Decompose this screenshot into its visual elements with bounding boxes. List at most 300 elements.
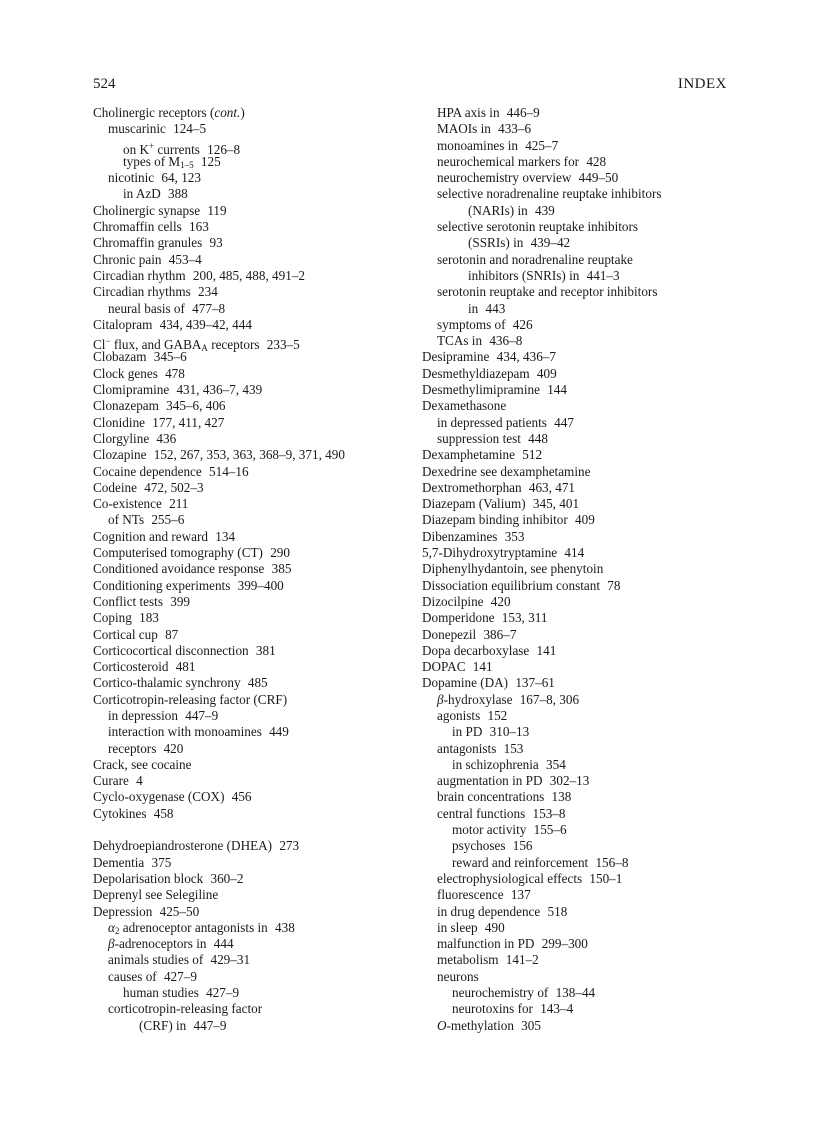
page-references: 302–13 [549,773,590,789]
entry-term-part: human studies [123,985,199,1001]
page-references: 155–6 [533,822,567,838]
page-references: 512 [522,447,543,463]
entry-term-part: 1–5 [180,159,194,170]
entry-term-part: in [468,300,479,316]
entry-term-part: nicotinic [108,170,155,186]
index-entry [93,235,411,251]
index-subentry [422,203,742,219]
entry-term-part: suppression test [437,430,521,446]
index-subentry [422,138,742,154]
page-references: 211 [169,496,189,512]
entry-term-part: Chronic pain [93,251,162,267]
index-subentry [93,724,411,740]
entry-term-part: Deprenyl see Selegiline [93,887,219,903]
page-references: 420 [163,740,184,756]
page-references: 438 [275,919,295,935]
index-subentry [93,301,411,317]
entry-term-part: Chromaffin cells [93,219,182,235]
running-title: INDEX [677,76,727,92]
index-entry [422,366,742,382]
index-entry [93,398,411,414]
index-entry [93,773,411,789]
index-entry [422,512,742,528]
entry-term-part: agonists [437,707,481,723]
page-references: 354 [546,756,566,772]
index-subentry [93,952,411,968]
page-references: 427–9 [163,968,197,984]
index-entry [93,675,411,691]
index-entry [93,789,411,805]
entry-term-part: Clobazam [93,349,147,365]
entry-term-part: Co-existence [93,496,162,512]
index-subentry [422,708,742,724]
entry-term-part: Dizocilpine [422,593,484,609]
page-references: 443 [485,300,506,316]
index-entry [93,594,411,610]
page-references: 427–9 [206,985,240,1001]
entry-term-part: Cl [93,337,106,353]
page-references: 388 [167,186,188,202]
entry-term-part: Corticosteroid [93,659,169,675]
index-entry [93,317,411,333]
entry-term-part: -adrenoceptors in [114,936,207,952]
entry-term-part: (SSRIs) in [468,235,524,251]
page-references: 477–8 [192,300,226,316]
page-references: 353 [504,528,525,544]
index-subentry [93,154,411,170]
index-entry [93,431,411,447]
entry-term-part: Cytokines [93,805,147,821]
entry-term-part: serotonin reuptake and receptor inhibitors [437,284,658,300]
page-references: 436–8 [489,333,523,349]
entry-term-part: Dexamphetamine [422,447,516,463]
entry-term-part: -methylation [446,1017,514,1033]
page-header [93,76,727,94]
entry-term-part: DOPAC [422,659,466,675]
entry-term-part: Clonazepam [93,398,159,414]
entry-term-part: Curare [93,773,129,789]
entry-term-part: Clomipramine [93,382,170,398]
page-references: 446–9 [506,105,540,120]
index-subentry [93,138,411,157]
index-entry [93,382,411,398]
entry-term-part: (NARIs) in [468,202,528,218]
page-references: 153–8 [532,805,566,821]
page-references: 310–13 [489,724,530,740]
page-references: 429–31 [210,952,251,968]
entry-term-part: flux, and GABA [110,337,202,353]
page-references: 375 [151,854,172,870]
entry-term-part: symptoms of [437,316,506,332]
entry-term-part: Coping [93,610,132,626]
page-references: 141 [536,642,557,658]
index-subentry [422,1001,742,1017]
index-subentry [93,186,411,202]
page-references: 456 [231,789,252,805]
entry-term-part: Diazepam binding inhibitor [422,512,568,528]
entry-term-part: Dibenzamines [422,528,498,544]
entry-term-part: Dexedrine see dexamphetamine [422,463,591,479]
page-references: 64, 123 [161,170,201,186]
index-entry [93,692,411,708]
index-entry [93,643,411,659]
entry-term-part: + [149,140,155,151]
index-entry [93,757,411,773]
index-column-left [93,105,411,1034]
page-references: 153, 311 [501,610,548,626]
entry-term-part: malfunction in PD [437,936,535,952]
index-subentry [422,871,742,887]
index-entry [422,464,742,480]
entry-term-part: Dissociation equilibrium constant [422,577,601,593]
page-references: 167–8, 306 [519,691,580,707]
index-subentry [422,855,742,871]
page-references: 200, 485, 488, 491–2 [192,267,305,283]
index-entry [93,610,411,626]
index-subentry [93,741,411,757]
page-references: 290 [270,545,290,561]
index-subentry [93,512,411,528]
page-references: 431, 436–7, 439 [176,382,263,398]
index-subentry [93,121,411,137]
index-entry [422,529,742,545]
entry-term-part: Cognition and reward [93,528,208,544]
index-entry [93,105,411,121]
entry-term-part: Computerised tomography (CT) [93,545,263,561]
page-references: 78 [607,577,621,593]
page-references: 93 [209,235,223,251]
index-subentry [422,724,742,740]
index-entry [93,529,411,545]
entry-term-part: Corticocortical disconnection [93,642,249,658]
entry-term-part: Conflict tests [93,593,163,609]
index-subentry [422,252,742,268]
entry-term-part: selective serotonin reuptake inhibitors [437,219,639,235]
index-entry [422,610,742,626]
entry-term-part: neural basis of [108,300,185,316]
page-references: 425–50 [159,903,200,919]
entry-term-part: Desipramine [422,349,490,365]
index-subentry [422,219,742,235]
page-references: 183 [139,610,159,626]
entry-term-part: α [108,919,115,935]
page-references: 514–16 [209,463,249,479]
index-entry [93,480,411,496]
index-entry [93,366,411,382]
page-references: 156 [512,838,533,854]
entry-term-part: MAOIs in [437,121,491,137]
page-references: 273 [279,838,300,854]
entry-term-part: Cholinergic receptors ( [93,105,215,120]
index-entry [93,252,411,268]
page-references: 385 [271,561,292,577]
entry-term-part: ) [240,105,245,120]
page-references: 478 [165,365,185,381]
entry-term-part: Chromaffin granules [93,235,203,251]
index-entry [422,643,742,659]
page-references: 4 [136,773,143,789]
page-references: 447–9 [193,1017,227,1033]
index-subentry [422,936,742,952]
page-references: 144 [547,382,567,398]
entry-term-part: A [201,343,208,354]
index-entry [93,464,411,480]
index-entry [93,627,411,643]
entry-term-part: augmentation in PD [437,773,543,789]
index-subentry [422,904,742,920]
index-entry [422,578,742,594]
entry-term-part: receptors [108,740,157,756]
entry-term-part: Dementia [93,854,145,870]
entry-term-part: TCAs in [437,333,483,349]
index-entry [93,496,411,512]
entry-term-part: β [437,691,444,707]
page-references: 305 [521,1017,541,1033]
entry-term-part: HPA axis in [437,105,500,120]
index-entry [422,659,742,675]
entry-term-part: Desmethyldiazepam [422,365,530,381]
index-subentry [422,969,742,985]
entry-term-part: Conditioning experiments [93,577,231,593]
index-entry [422,349,742,365]
index-subentry [422,154,742,170]
index-entry [93,284,411,300]
entry-term-part: in schizophrenia [452,756,539,772]
entry-term-part: Citalopram [93,316,153,332]
index-subentry [422,431,742,447]
entry-term-part: 2 [114,925,120,936]
page-references: 409 [575,512,595,528]
entry-term-part: adrenoceptor antagonists in [119,919,268,935]
index-subentry [422,952,742,968]
entry-term-part: fluorescence [437,887,504,903]
entry-term-part: currents [154,141,200,157]
index-entry [93,578,411,594]
entry-term-part: Clonidine [93,414,146,430]
entry-term-part: psychoses [452,838,506,854]
page-references: 463, 471 [528,479,576,495]
page-references: 518 [547,903,568,919]
entry-term-part: Diphenylhydantoin, see phenytoin [422,561,604,577]
index-subentry [422,333,742,349]
index-subentry [422,806,742,822]
entry-term-part: selective noradrenaline reuptake inhibitors [437,186,662,202]
entry-term-part: corticotropin-releasing factor [108,1001,263,1017]
index-subentry [422,268,742,284]
index-entry [93,561,411,577]
entry-term-part: Cortical cup [93,626,158,642]
page-references: 434, 436–7 [496,349,556,365]
entry-term-part: Dextromethorphan [422,479,522,495]
index-subentry [422,692,742,708]
entry-term-part: electrophysiological effects [437,870,583,886]
page-references: 447 [554,414,574,430]
entry-term-part: in sleep [437,919,478,935]
page-references: 434, 439–42, 444 [159,316,252,332]
page-references: 255–6 [151,512,185,528]
index-entry [93,219,411,235]
index-subentry [422,1018,742,1034]
entry-term-part: on K [123,141,150,157]
index-subentry [93,1018,411,1034]
entry-term-part: central functions [437,805,526,821]
entry-term-part: Codeine [93,479,137,495]
index-subentry [422,284,742,300]
entry-term-part: Dehydroepiandrosterone (DHEA) [93,838,273,854]
entry-term-part: interaction with monoamines [108,724,262,740]
entry-term-part: Corticotropin-releasing factor (CRF) [93,691,288,707]
page-references: 137 [510,887,531,903]
entry-term-part: in depression [108,707,178,723]
entry-term-part: O [437,1017,447,1033]
index-subentry [93,985,411,1001]
index-subentry [422,838,742,854]
entry-term-part: serotonin and noradrenaline reuptake [437,251,633,267]
index-subentry [422,121,742,137]
page-references: 345–6 [153,349,187,365]
entry-term-part: antagonists [437,740,497,756]
entry-term-part: Desmethylimipramine [422,382,540,398]
index-column-right [422,105,742,1034]
page-references: 141 [472,659,493,675]
entry-term-part: brain concentrations [437,789,545,805]
index-entry [422,675,742,691]
page-references: 449 [269,724,289,740]
index-entry [93,871,411,887]
index-subentry [93,1001,411,1017]
page-references: 448 [528,430,548,446]
page-references: 381 [255,642,276,658]
entry-term-part: Domperidone [422,610,495,626]
entry-term-part: neurochemistry of [452,985,549,1001]
page-references: 409 [536,365,557,381]
page-references: 439 [534,202,555,218]
index-entry [93,838,411,854]
page-references: 141–2 [505,952,539,968]
index-entry [93,545,411,561]
index-subentry [422,887,742,903]
index-subentry [422,317,742,333]
page-references: 420 [490,593,511,609]
entry-term-part: Cortico-thalamic synchrony [93,675,241,691]
entry-term-part: metabolism [437,952,499,968]
index-entry [93,447,411,463]
page-references: 124–5 [173,121,207,137]
page-references: 441–3 [586,267,620,283]
entry-term-part: Clozapine [93,447,147,463]
page-references: 345–6, 406 [166,398,226,414]
entry-term-part: motor activity [452,822,527,838]
index-entry [422,480,742,496]
page-references: 433–6 [498,121,532,137]
page-references: 449–50 [578,170,619,186]
index-subentry [422,235,742,251]
index-subentry [93,920,411,936]
entry-term-part: -hydroxylase [443,691,513,707]
index-subentry [93,170,411,186]
entry-term-part: Cyclo-oxygenase (COX) [93,789,225,805]
entry-term-part: Depolarisation block [93,870,204,886]
page-references: 299–300 [541,936,588,952]
entry-term-part: in depressed patients [437,414,547,430]
entry-term-part: Cholinergic synapse [93,202,201,218]
index-subentry [422,985,742,1001]
entry-term-part: of NTs [108,512,145,528]
index-subentry [422,822,742,838]
page-references: 134 [215,528,236,544]
index-entry [422,496,742,512]
entry-term-part: Circadian rhythms [93,284,191,300]
entry-term-part: Dopa decarboxylase [422,642,530,658]
entry-term-part: Donepezil [422,626,477,642]
page-references: 138–44 [555,985,596,1001]
section-gap [93,822,411,838]
index-subentry [422,301,742,317]
index-entry [93,855,411,871]
entry-term-part: Cocaine dependence [93,463,202,479]
page-references: 428 [586,153,607,169]
page-references: 481 [175,659,196,675]
index-entry [422,382,742,398]
page-references: 447–9 [185,707,219,723]
index-subentry [93,936,411,952]
page-references: 444 [213,936,234,952]
entry-term-part: Clorgyline [93,430,150,446]
entry-term-part: Clock genes [93,365,158,381]
entry-term-part: 5,7-Dihydroxytryptamine [422,545,558,561]
index-subentry [422,186,742,202]
page-references: 163 [189,219,209,235]
page-references: 177, 411, 427 [152,414,225,430]
index-subentry [93,969,411,985]
page-references: 490 [484,919,505,935]
index-subentry [93,708,411,724]
entry-term-part: Crack, see cocaine [93,756,192,772]
entry-term-part: causes of [108,968,157,984]
page-references: 143–4 [540,1001,574,1017]
page-references: 138 [551,789,572,805]
index-subentry [422,741,742,757]
page-references: 425–7 [525,137,559,153]
page-references: 399 [170,593,190,609]
page-references: 414 [564,545,585,561]
index-subentry [422,757,742,773]
page-references: 153 [503,740,524,756]
entry-term-part: − [105,336,111,347]
page-references: 233–5 [266,337,300,353]
index-entry [93,904,411,920]
page-references: 436 [156,430,177,446]
page-references: 137–61 [515,675,555,691]
index-subentry [422,415,742,431]
entry-term-part: in AzD [123,186,161,202]
page-number: 524 [93,76,116,92]
index-subentry [422,789,742,805]
entry-term-part: β [108,936,115,952]
entry-term-part: neurotoxins for [452,1001,533,1017]
entry-term-part: receptors [207,337,260,353]
entry-term-part: neurochemistry overview [437,170,572,186]
index-subentry [422,773,742,789]
index-entry [422,561,742,577]
page-references: 485 [247,675,268,691]
index-entry [422,398,742,414]
page-references: 126–8 [207,141,241,157]
index-subentry [422,170,742,186]
entry-term-part: Dopamine (DA) [422,675,509,691]
entry-term-part: reward and reinforcement [452,854,589,870]
index-entry [93,887,411,903]
